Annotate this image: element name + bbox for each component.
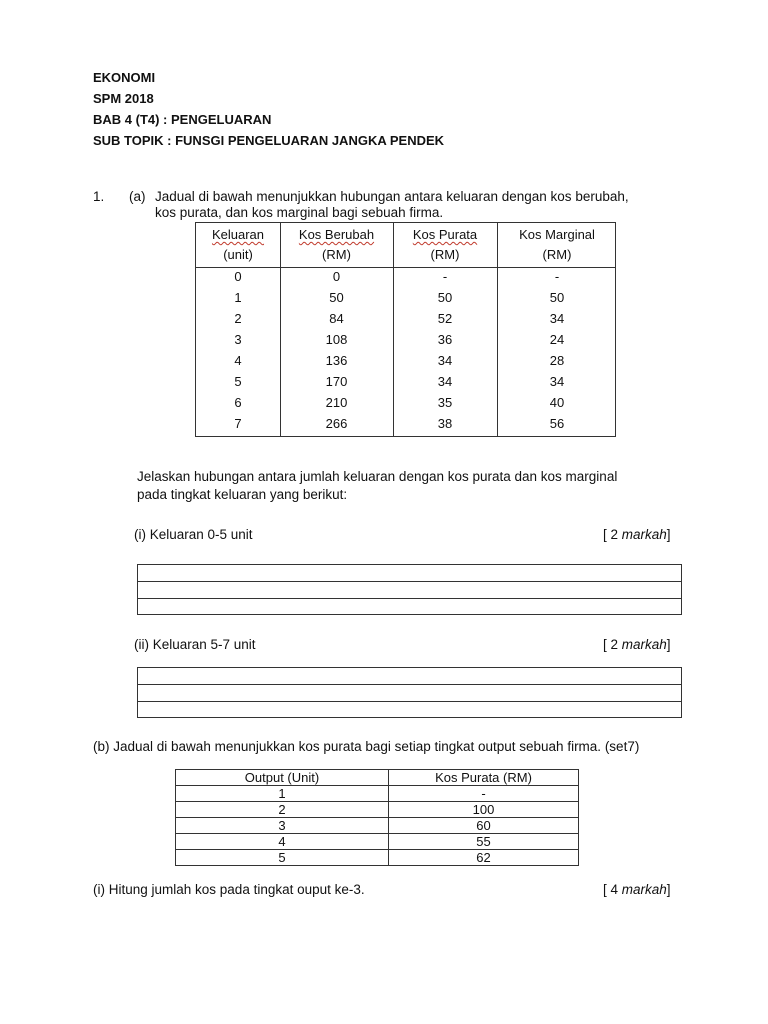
table-a-cell: 34 [437, 374, 453, 389]
table-a-cell: 34 [437, 353, 453, 368]
table-b-cell: 2 [176, 802, 389, 818]
table-row [176, 834, 579, 850]
subject-title: EKONOMI [93, 70, 156, 85]
table-a-unit: (RM) [430, 247, 460, 262]
part-b-sub-question-i: (i) Hitung jumlah kos pada tingkat ouput ke-3. [93, 882, 365, 897]
table-a-unit: (unit) [223, 247, 253, 262]
part-a-text-line1: Jadual di bawah menunjukkan hubungan antara keluaran dengan kos berubah, [155, 189, 629, 204]
instruction-line1: Jelaskan hubungan antara jumlah keluaran dengan kos purata dan kos marginal [137, 469, 618, 484]
cost-table [195, 222, 616, 437]
table-a-unit: (RM) [542, 247, 572, 262]
table-b-cell: 5 [176, 850, 389, 866]
part-a-text-line2: kos purata, dan kos marginal bagi sebuah firma. [155, 205, 444, 220]
table-b-cell: 55 [389, 834, 579, 850]
table-b-cell: 3 [176, 818, 389, 834]
exam-year: SPM 2018 [93, 91, 154, 106]
table-a-cell: 34 [549, 311, 565, 326]
table-a-cell: 56 [549, 416, 565, 431]
table-row [176, 850, 579, 866]
table-a-header: Kos Marginal [519, 227, 595, 242]
table-a-cell: 34 [549, 374, 565, 389]
table-a-cell: 52 [437, 311, 453, 326]
table-a-cell: 6 [234, 395, 242, 410]
table-a-cell: 4 [234, 353, 242, 368]
table-a-unit: (RM) [322, 247, 351, 262]
table-b-cell: 1 [176, 786, 389, 802]
table-a-cell: 28 [549, 353, 565, 368]
table-a-cell: 50 [329, 290, 344, 305]
table-b-cell: - [389, 786, 579, 802]
instruction-line2: pada tingkat keluaran yang berikut: [137, 487, 348, 502]
table-b-header: Output (Unit) [176, 770, 389, 786]
table-a-cell: 2 [234, 311, 242, 326]
question-number: 1. [93, 189, 105, 204]
table-a-header: Kos Purata [412, 227, 478, 242]
table-row [176, 770, 579, 786]
table-a-cell: 5 [234, 374, 242, 389]
table-b-header: Kos Purata (RM) [389, 770, 579, 786]
table-a-cell: 0 [234, 269, 242, 284]
sub-question-ii: (ii) Keluaran 5-7 unit [134, 637, 256, 652]
table-row [176, 786, 579, 802]
table-a-cell: 1 [234, 290, 242, 305]
table-a-cell: 3 [234, 332, 242, 347]
table-a-cell: 7 [234, 416, 242, 431]
table-a-cell: 210 [325, 395, 348, 410]
table-a-cell: 136 [325, 353, 348, 368]
table-a-cell: - [442, 269, 448, 284]
marks-i: [ 2 markah] [603, 527, 671, 542]
table-a-cell: 24 [549, 332, 565, 347]
table-a-cell: 50 [549, 290, 565, 305]
table-a-cell: 38 [437, 416, 453, 431]
table-b-cell: 60 [389, 818, 579, 834]
table-a-cell: 266 [325, 416, 348, 431]
table-a-cell: 50 [437, 290, 453, 305]
table-a-cell: 35 [437, 395, 453, 410]
table-a-cell: 84 [329, 311, 344, 326]
table-a-cell: 36 [437, 332, 453, 347]
table-a-header: Keluaran [211, 227, 265, 242]
table-row [176, 818, 579, 834]
table-a-cell: 108 [325, 332, 348, 347]
part-b-text: (b) Jadual di bawah menunjukkan kos purata bagi setiap tingkat output sebuah firma. (set7) [93, 739, 640, 754]
table-a-cell: - [554, 269, 560, 284]
table-a-cell: 0 [332, 269, 341, 284]
table-b-cell: 4 [176, 834, 389, 850]
answer-box-ii[interactable] [137, 667, 682, 718]
average-cost-table [175, 769, 579, 866]
table-a-cell: 40 [549, 395, 565, 410]
table-row [176, 802, 579, 818]
table-b-cell: 62 [389, 850, 579, 866]
part-a-label: (a) [129, 189, 146, 204]
answer-box-i[interactable] [137, 564, 682, 615]
chapter-title: BAB 4 (T4) : PENGELUARAN [93, 112, 272, 127]
table-a-header: Kos Berubah [298, 227, 375, 242]
table-a-cell: 170 [325, 374, 348, 389]
marks-b-i: [ 4 markah] [603, 882, 671, 897]
marks-ii: [ 2 markah] [603, 637, 671, 652]
subtopic-title: SUB TOPIK : FUNSGI PENGELUARAN JANGKA PENDEK [93, 133, 445, 148]
sub-question-i: (i) Keluaran 0-5 unit [134, 527, 253, 542]
table-b-cell: 100 [389, 802, 579, 818]
